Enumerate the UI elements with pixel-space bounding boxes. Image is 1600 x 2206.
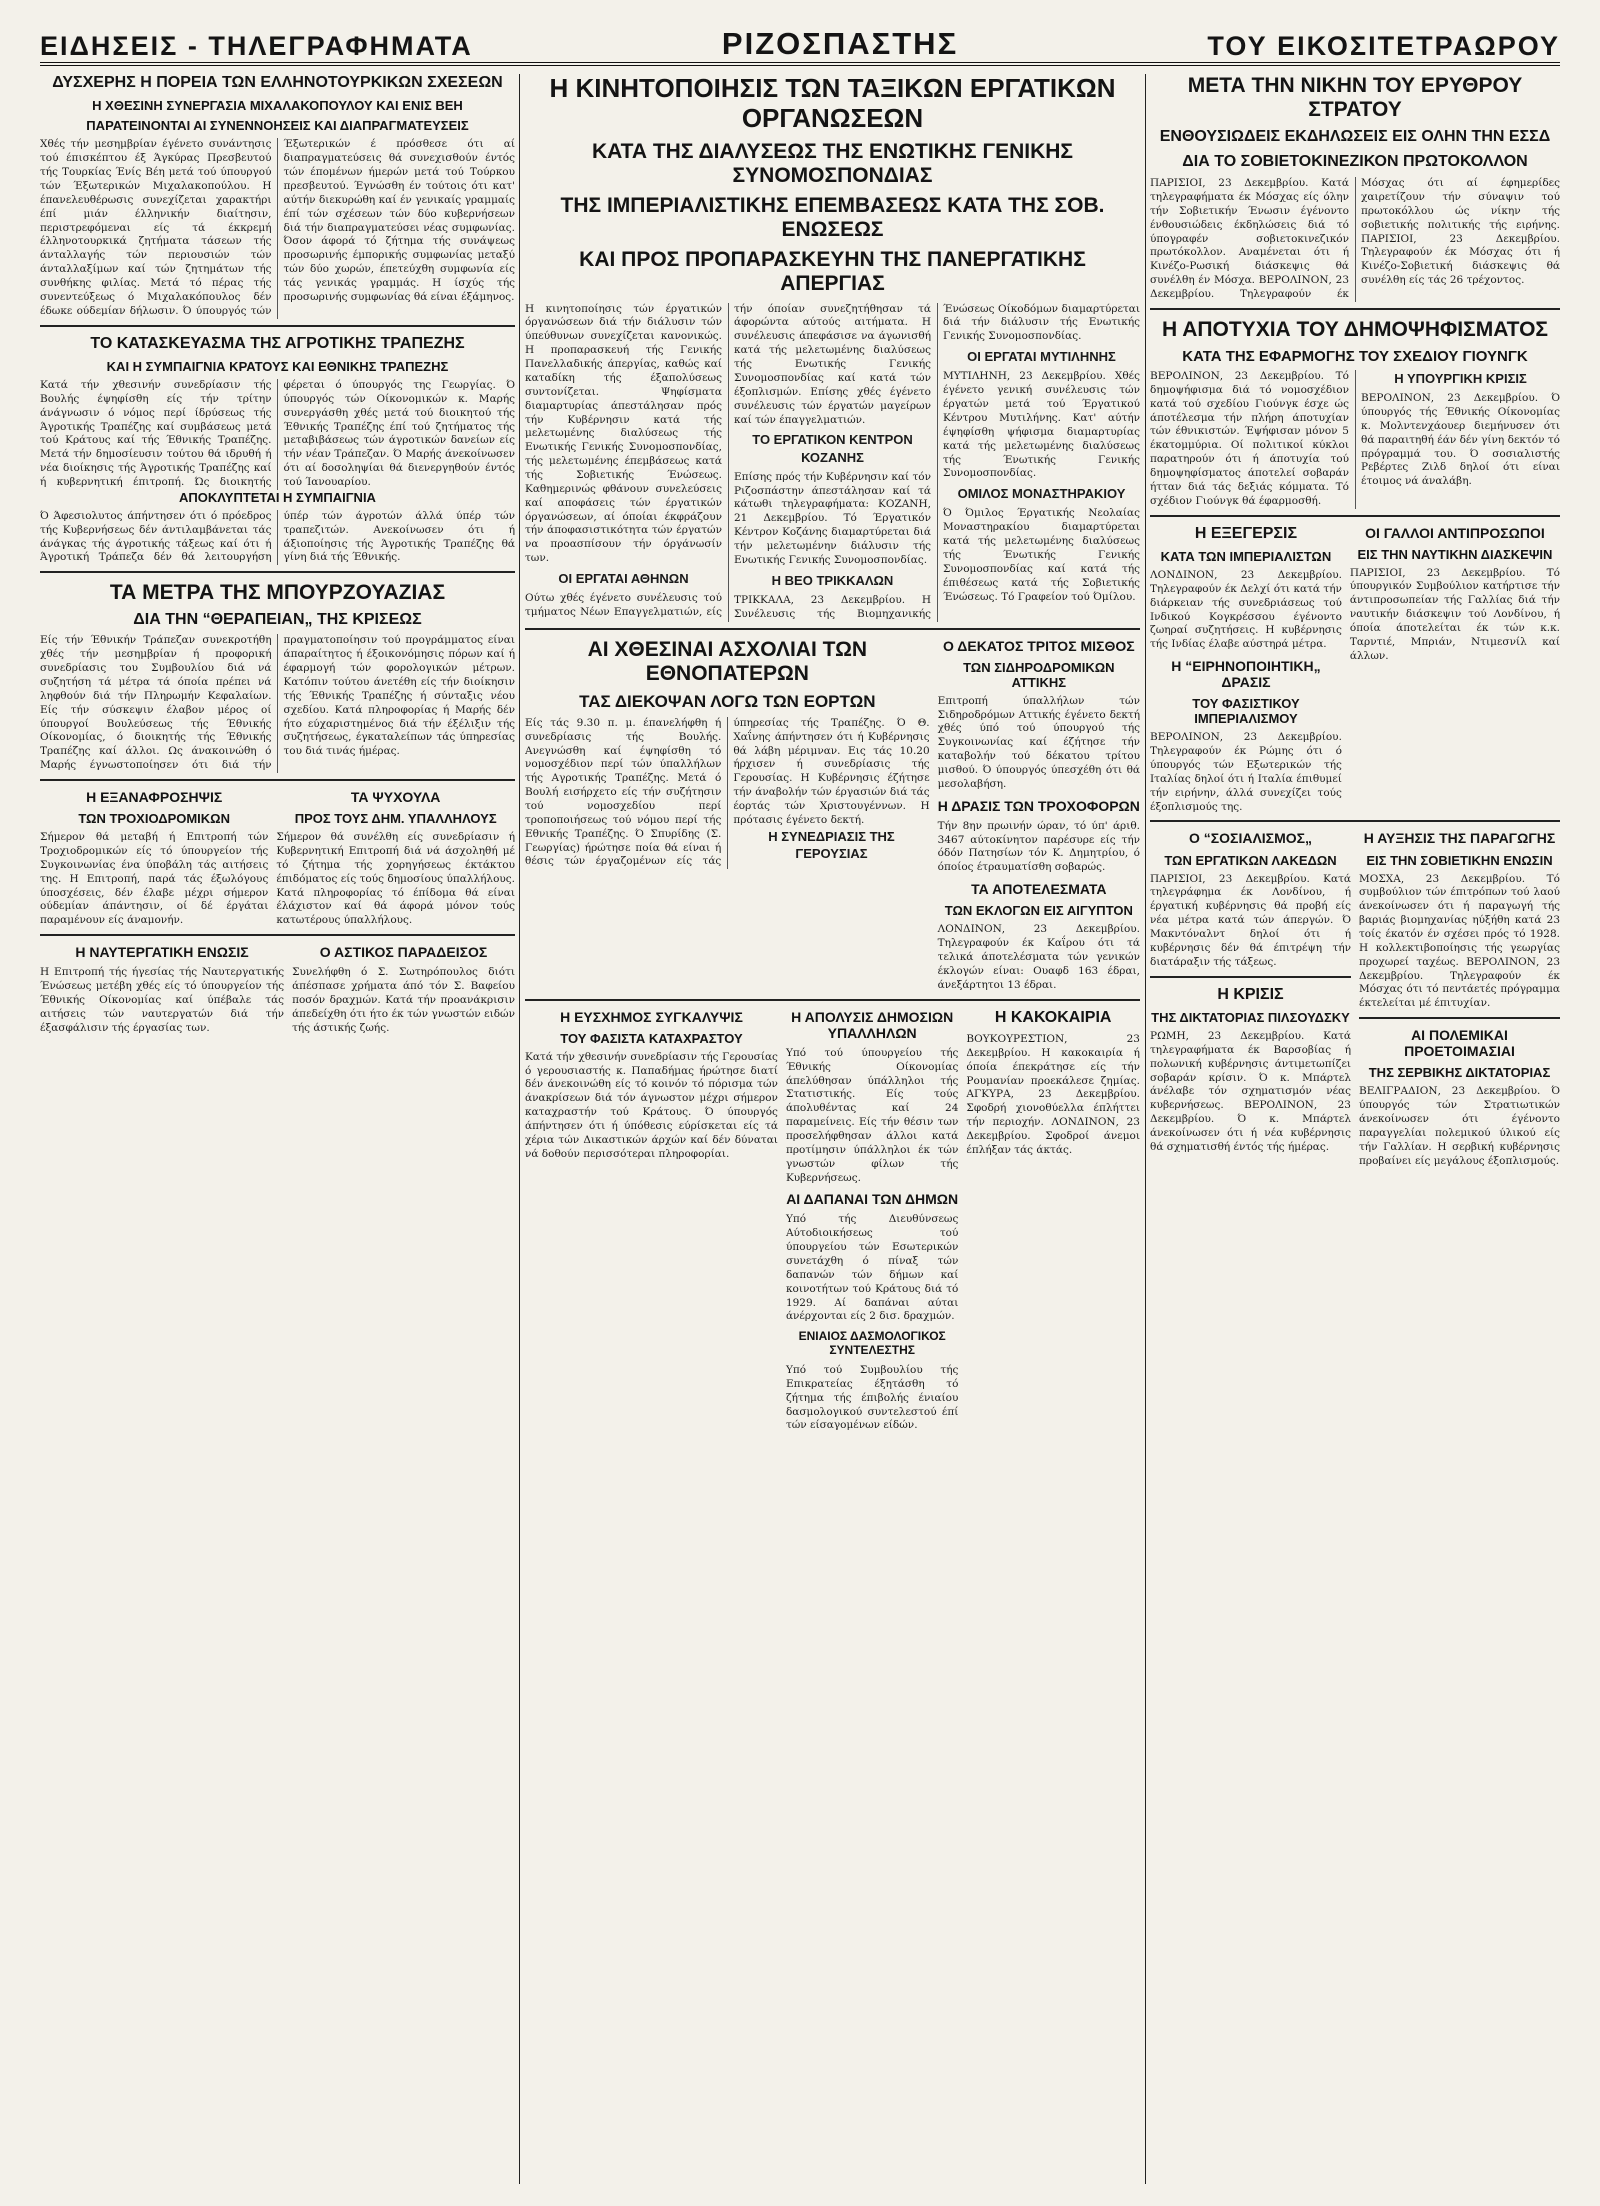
article-body: ΜΟΣΧΑ, 23 Δεκεμβρίου. Τό συμβούλιον τών έπιτρόπων τού λαού άνεκοίνωσεν ότι ή παραγωγή τής βαριάς βιομηχανίας ηύξήθη κατά 23 τοίς έκατόν έν σχέσει πρός τό 1928. Η κολλεκτιβοποίησις τής γεωργίας προχωρεί ταχέως. ΒΕΡΟΛΙΝΟΝ, 23 Δεκεμβρίου. Τηλεγραφούν έκ Μόσχας ότι τό πεντάετές πρόγραμμα έκτελείται μέ έπιτυχίαν. xyxy=(1359,872,1560,1010)
subheadline: ΔΙΑ ΤΗΝ “ΘΕΡΑΠΕΙΑΝ„ ΤΗΣ ΚΡΙΣΕΩΣ xyxy=(133,611,422,629)
lead-headline-line: ΚΑΤΑ ΤΗΣ ΔΙΑΛΥΣΕΩΣ ΤΗΣ ΕΝΩΤΙΚΗΣ ΓΕΝΙΚΗΣ ΣΥΝΟΜΟΣΠΟΝΔΙΑΣ xyxy=(591,139,1074,187)
article-tram-workers xyxy=(40,789,268,928)
article-stack xyxy=(1359,830,1560,1168)
article-body: Σήμερον θά συνέλθη είς συνεδρίασιν ή Κυβερνητική Επιτροπή διά νά άσχοληθή μέ τό ζήτημα τής χορηγήσεως έκτάκτου έπιδόματος είς τούς δημοσίους ύπαλλήλους. Κατά πληροφορίας τό έπίδομα θά είναι έλάχιστον καί θά άφορά μόνον τούς κατωτέρους ύπαλλήλους. xyxy=(276,831,515,927)
article-row xyxy=(1150,830,1560,1168)
newspaper-name: ΡΙΖΟΣΠΑΣΤΗΣ xyxy=(721,26,959,61)
headline: Η ΚΑΚΟΚΑΙΡΙΑ xyxy=(994,1008,1112,1026)
subheadline: Η ΧΘΕΣΙΝΗ ΣΥΝΕΡΓΑΣΙΑ ΜΙΧΑΛΑΚΟΠΟΥΛΟΥ ΚΑΙ ΕΝΙΣ ΒΕΗ xyxy=(92,98,463,114)
article-greek-turkish-relations xyxy=(40,74,515,327)
headline: ΤΑ ΜΕΤΡΑ ΤΗΣ ΜΠΟΥΡΖΟΥΑΖΙΑΣ xyxy=(109,581,446,605)
subheadline: ΤΟΥ ΦΑΣΙΣΤΙΚΟΥ ΙΜΠΕΡΙΑΛΙΣΜΟΥ xyxy=(1192,696,1300,727)
article-row xyxy=(525,1009,1140,1434)
section-subhead: ΟΙ ΕΡΓΑΤΑΙ ΑΘΗΝΩΝ xyxy=(558,570,689,586)
headline: Ο ΑΣΤΙΚΟΣ ΠΑΡΑΔΕΙΣΟΣ xyxy=(319,944,488,961)
article-body: ΒΕΡΟΛΙΝΟΝ, 23 Δεκεμβρίου. Ό ύπουργός τής Έθνικής Οίκονομίας κ. Μολντενχάουερ διεμήνυσεν ότι θά παραιτηθή έάν δέν γίνη δεκτόν τό πρόγραμμά του. Ό σοσιαλιστής Ρεβέρτες Ζιλδ δηλοί ότι είναι έτοιμος νά άναλάβη. xyxy=(1361,392,1560,488)
column-rule-2 xyxy=(1145,74,1146,2184)
article-body: ΛΟΝΔΙΝΟΝ, 23 Δεκεμβρίου. Τηλεγραφούν έκ Δελχί ότι κατά τήν διάρκειαν τής συνεδριάσεως τού Ινδικού Κογκρέσσου έγένοντο ζωηραί συζητήσεις. Η κυβέρνησις τής Ινδίας έλαβε αύστηρά μέτρα. xyxy=(1150,568,1342,651)
section-subhead: ΟΜΙΛΟΣ ΜΟΝΑΣΤΗΡΑΚΙΟΥ xyxy=(957,486,1126,502)
article-body: Ούτω χθές έγένετο συνέλευσις τού τμήματος Νέων Επαγγελματιών, είς τήν όποίαν συνεζητήθησαν τά άφορώντα αύτούς αιτήματα. Η συνέλευσις άπεφάσισε να άγωνισθή κατά τής μελετωμένης διαλύσεως τής Ενωτικής Γενικής Συνομοσπονδίας καί κατά τών έξοπλισμών. Επίσης χθές έγένετο συνέλευσις τών έργατών μαγείρων καί τών έπαγγελματιών. xyxy=(525,302,931,618)
article-body: Ό Όμιλος Έργατικής Νεολαίας Μοναστηρακίου διαμαρτύρεται κατά τής μελετωμένης διαλύσεως τής Ένωτικής Γενικής Συνομοσπονδίας καί κατά τής έπιθέσεως κατά τής Σοβιετικής Ένώσεως. Τό Γραφείον τού Όμίλου. xyxy=(943,507,1140,603)
article-parliament xyxy=(525,638,930,993)
lead-headline-line: ΚΑΙ ΠΡΟΣ ΠΡΟΠΑΡΑΣΚΕΥΗΝ ΤΗΣ ΠΑΝΕΡΓΑΤΙΚΗΣ ΑΠΕΡΓΙΑΣ xyxy=(579,248,1086,296)
article-red-army-victory xyxy=(1150,74,1560,310)
subheadline: ΕΝΘΟΥΣΙΩΔΕΙΣ ΕΚΔΗΛΩΣΕΙΣ ΕΙΣ ΟΛΗΝ ΤΗΝ ΕΣΣΔ xyxy=(1159,128,1551,146)
article-body: ΠΑΡΙΣΙΟΙ, 23 Δεκεμβρίου. Κατά τηλεγραφήματα έκ Μόσχας είς όλην τήν Σοβιετικήν Ένωσιν έγένοντο ένθουσιώδεις έκδηλώσεις διά τό ύπογραφέν σοβιετοκινεζικόν πρωτόκολλον. Αναμένεται ότι ή Κινέζο-Ρωσική διάσκεψις θά συνέλθη έν Μόσχα. ΒΕΡΟΛΙΝΟΝ, 23 Δεκεμβρίου. Τηλεγραφούν έκ Μόσχας ότι αί έφημερίδες χαιρετίζουν τήν σύναψιν τού πρωτοκόλλου ώς νίκην τής σοβιετικής πολιτικής τής ειρήνης. ΠΑΡΙΣΙΟΙ, 23 Δεκεμβρίου. Τηλεγραφούν έκ Μόσχας ότι ή Κινέζο-Σοβιετική διάσκεψις θά συνέλθη είς τάς 26 τρέχοντος. xyxy=(1150,177,1560,300)
left-column xyxy=(40,74,515,2184)
headline: ΕΝΙΑΙΟΣ ΔΑΣΜΟΛΟΓΙΚΟΣ ΣΥΝΤΕΛΕΣΤΗΣ xyxy=(798,1329,946,1358)
headline: Η ΚΡΙΣΙΣ xyxy=(1217,985,1284,1003)
article-agricultural-bank xyxy=(40,335,515,574)
article-bourgeois-paradise xyxy=(292,944,515,1035)
section-title-right: ΤΟΥ ΕΙΚΟΣΙΤΕΤΡΑΩΡΟΥ xyxy=(1207,31,1560,61)
article-seamen-union xyxy=(40,944,284,1035)
subheadline: ΚΑΤΑ ΤΗΣ ΕΦΑΡΜΟΓΗΣ ΤΟΥ ΣΧΕΔΙΟΥ ΓΙΟΥΝΓΚ xyxy=(1182,347,1528,365)
article-body: Η Επιτροπή τής ήγεσίας τής Ναυτεργατικής Ένώσεως μετέβη χθές είς τό ύπουργείον τής Έθνικής Οίκονομίας καί ύπέβαλε τάς αιτήσεις τών ναυτεργατών διά τήν έξασφάλισιν τής έργασίας των. xyxy=(40,966,285,1034)
article-row xyxy=(1150,525,1560,823)
section-subhead: ΟΙ ΕΡΓΑΤΑΙ ΜΥΤΙΛΗΝΗΣ xyxy=(967,349,1116,365)
article-body: Είς τάς 9.30 π. μ. έπανελήφθη ή συνεδρίασις τής Βουλής. Ανεγνώσθη καί έψηφίσθη τό νομοσχέδιον περί τών ύπαλλήλων τής Αγροτικής Τραπέζης. Μετά ό Βουλή εισήρχετο είς τήν συζήτησιν τού νομοσχεδίου περί τροποποιήσεως τού νόμου περί τής Εθνικής Τραπέζης. Ό Σπυρίδης (Σ. Γεωργίας) ήρώτησε ποία θά είναι ή θέσις τών έργαζομένων είς τάς ύπηρεσίας τής Τραπέζης. Ό Θ. Χαΐνης άπήντησεν ότι ή Κυβέρνησις θά λάβη μέριμναν. Εις τάς 10.20 ήρχισεν ή συνεδρίασις τής Γερουσίας. Η Κυβέρνησις έζήτησε τήν άναβολήν τών έργασιών διά τάς έορτάς τών Χριστουγέννων. Η πρότασις έγένετο δεκτή. xyxy=(525,716,930,868)
article-stack xyxy=(1150,830,1351,1168)
section-subhead: ΤΟ ΕΡΓΑΤΙΚΟΝ ΚΕΝΤΡΟΝ ΚΟΖΑΝΗΣ xyxy=(752,432,913,465)
section-subhead: Η ΒΕΟ ΤΡΙΚΚΑΛΩΝ xyxy=(771,572,894,588)
article-lead-mobilization xyxy=(525,74,1140,630)
headline: ΑΙ ΧΘΕΣΙΝΑΙ ΑΣΧΟΛΙΑΙ ΤΩΝ ΕΘΝΟΠΑΤΕΡΩΝ xyxy=(587,637,868,685)
article-body: ΠΑΡΙΣΙΟΙ, 23 Δεκεμβρίου. Κατά τηλεγράφημα έκ Λονδίνου, ή έργατική κυβέρνησις θά προβή είς νέα μέτρα κατά τών άπεργών. Ό Μακντόναλντ δηλοί ότι ή κυβέρνησις δέν θά έπιτρέψη τήν διατάραξιν τής τάξεως. xyxy=(1150,872,1351,968)
article-socialism xyxy=(1150,830,1351,977)
right-column xyxy=(1150,74,1560,2184)
headline: ΟΙ ΓΑΛΛΟΙ ΑΝΤΙΠΡΟΣΩΠΟΙ xyxy=(1365,524,1545,541)
headline: ΔΥΣΧΕΡΗΣ Η ΠΟΡΕΙΑ ΤΩΝ ΕΛΛΗΝΟΤΟΥΡΚΙΚΩΝ ΣΧΕΣΕΩΝ xyxy=(52,74,503,91)
article-crisis-pilsudski xyxy=(1150,986,1351,1155)
headline: ΤΑ ΨΥΧΟΥΛΑ xyxy=(350,789,441,805)
subheadline: ΤΩΝ ΕΚΛΟΓΩΝ ΕΙΣ ΑΙΓΥΠΤΟΝ xyxy=(944,903,1133,919)
headline: Η ΔΡΑΣΙΣ ΤΩΝ ΤΡΟΧΟΦΟΡΩΝ xyxy=(937,797,1140,814)
article-railway-salary xyxy=(938,638,1140,993)
headline: Η ΝΑΥΤΕΡΓΑΤΙΚΗ ΕΝΩΣΙΣ xyxy=(75,944,249,961)
article-pair xyxy=(40,789,515,936)
article-body: Τήν 8ην πρωινήν ώραν, τό ύπ' άριθ. 3467 αύτοκίνητον παρέσυρε είς τήν όδόν Πατησίων τόν Κ. Δημητρίου, ό όποίος έτραυματίσθη σοβαρώς. xyxy=(937,819,1140,874)
article-body: Χθές τήν μεσημβρίαν έγένετο συνάντησις τού έπισκέπτου έξ Άγκύρας Πρεσβευτού τής Τουρκίας Ένίς Βέη μετά τού ύπουργού τών Έξωτερικών Μιχαλακοπούλου. Η έπανελευθέρωσις συνεχίζεται χαρακτήρι έπί μιάν έλληνικήν διαίτησιν, περιστρεφόμεναι είς τά έκκρεμή έλληνοτουρκικά ζητήματα τάσεων τής άνταλλαγής τών περιουσιών τών άνταλλαξίμων καί τών ζητημάτων τής συνθήκης φιλίας. Μετά τό πέρας τής συνεντεύξεως ό Μιχαλακόπουλος δέν έδωκε ούδεμίαν δήλωσιν. Ό ύπουργός τών Έξωτερικών έ πρόσθεσε ότι αί διαπραγματεύσεις θά συνεχισθούν έντός τών έπομένων ήμερών μετά τού Τούρκου πρεσβευτού. Έγνώσθη έν τούτοις ότι κατ' αύτήν διεκυρώθη καί έν γενικαίς γραμμαίς έπί τών σχέσεων τών δύο κυβερνήσεων διά τήν διαπραγματεύσει νέας συμφωνίας. Όσον άφορά τό ζήτημα τής συνάψεως προσωρινής έμπορικής συμφωνίας μεταξύ τών δύο χωρών, έπετεύχθη συμφωνία είς τάς γενικάς γραμμάς. Η ίσχύς τής προσωρινής συμφωνίας θά είναι έξάμηνος. xyxy=(40,138,515,317)
lead-headline-line: ΤΗΣ ΙΜΠΕΡΙΑΛΙΣΤΙΚΗΣ ΕΠΕΜΒΑΣΕΩΣ ΚΑΤΑ ΤΗΣ ΣΟΒ. ΕΝΩΣΕΩΣ xyxy=(560,194,1105,242)
article-crumbs xyxy=(276,789,515,928)
headline: Η “ΕΙΡΗΝΟΠΟΙΗΤΙΚΗ„ ΔΡΑΣΙΣ xyxy=(1171,658,1321,691)
article-bad-weather xyxy=(966,1009,1140,1434)
subheadline: ΚΑΙ Η ΣΥΜΠΑΙΓΝΙΑ ΚΡΑΤΟΥΣ ΚΑΙ ΕΘΝΙΚΗΣ ΤΡΑΠΕΖΗΣ xyxy=(106,358,449,374)
article-war-preparations xyxy=(1359,1027,1560,1168)
article-body-wrap xyxy=(525,717,930,869)
headline: Η ΕΥΣΧΗΜΟΣ ΣΥΓΚΑΛΥΨΙΣ xyxy=(560,1008,743,1025)
subheadline: ΤΑΣ ΔΙΕΚΟΨΑΝ ΛΟΓΩ ΤΩΝ ΕΟΡΤΩΝ xyxy=(579,691,876,711)
headline: Η ΕΞΑΝΑΦΡΟΣΗΨΙΣ xyxy=(86,789,223,805)
article-body: Επίσης πρός τήν Κυβέρνησιν καί τόν Ριζοσπάστην άπεστάλησαν καί τά κάτωθι τηλεγραφήματα: ΚΟΖΑΝΗ, 21 Δεκεμβρίου. Τό Έργατικόν Κέντρον Κοζάνης διαμαρτύρεται διά τήν μελετωμένην διάλυσιν τής Ενωτικής Γενικής Συνομοσπονδίας. xyxy=(734,470,932,566)
subheadline: ΕΙΣ ΤΗΝ ΝΑΥΤΙΚΗΝ ΔΙΑΣΚΕΨΙΝ xyxy=(1357,546,1553,562)
masthead xyxy=(40,10,1560,66)
article-body: Είς τήν Έθνικήν Τράπεζαν συνεκροτήθη χθές τήν μεσημβρίαν ή προφορική συνεδρίασις του Συμβουλίου διά νά συζητήση τά μέτρα τά όποία πρέπει νά ληφθούν διά τήν Πληρωμήν Κεφαλαίων. Είς τήν σύσκεψιν έλαβον μέρος οί ύπουργοί Βουλεύσεως τής Έθνικής Οίκονομίας, ό διοικητής τής Έθνικής Τραπέζης καί άλλοι. Ως άνακοινώθη ό Μαρής έγνωστοποίησεν ότι διά τήν πραγματοποίησιν τού προγράμματος είναι άπαραίτητος ή έξοικονόμησις πόρων καί ή έφαρμογή τών φορολογικών μέτρων. Κατόπιν τούτου άνετέθη είς τήν διοίκησιν τής Έθνικής Τραπέζης ή σύνταξις νέου σχεδίου. Κατά πληροφορίας ή Μαρής δέν ήτο εύχαριστημένος διά τήν έξέλιξιν τής συζητήσεως, έγκαταλείπων τάς ύπηρεσίας του διά τινάς ήμέρας. xyxy=(40,634,515,772)
subheadline: ΠΑΡΑΤΕΙΝΟΝΤΑΙ ΑΙ ΣΥΝΕΝΝΟΗΣΕΙΣ ΚΑΙ ΔΙΑΠΡΑΓΜΑΤΕΥΣΕΙΣ xyxy=(86,118,469,134)
headline: Η ΑΠΟΤΥΧΙΑ ΤΟΥ ΔΗΜΟΨΗΦΙΣΜΑΤΟΣ xyxy=(1161,317,1549,341)
subheadline: ΤΩΝ ΤΡΟΧΙΟΔΡΟΜΙΚΩΝ xyxy=(78,811,230,827)
article-body: Σήμερον θά μεταβή ή Επιτροπή τών Τροχιοδρομικών είς τό ύπουργείον τής Συγκοινωνίας ένα ύποβάλη τάς αιτήσεις της. Η Επιτροπή, παρά τάς έξωλόγους ύποσχέσεις, δέν έλαβε μέχρι σήμερον ούδεμίαν άπάντησιν, οί δέ έργάται παραμένουν είς άναμονήν. xyxy=(40,831,269,927)
article-body: Ό Άφεσιολυτος άπήντησεν ότι ό πρόεδρος τής Κυβερνήσεως δέν άντιλαμβάνεται τάς άνάγκας τής άγροτικής τάξεως καί ότι ή Άγροτική Τράπεζα δέν θά λειτουργήση ύπέρ τών άγροτών άλλά ύπέρ τών τραπεζιτών. Ανεκοίνωσεν ότι ή άξιοποίησις τής Άγροτικής Τραπέζης θά γίνη διά τής Έθνικής. xyxy=(40,509,515,564)
article-body: ΒΕΛΙΓΡΑΔΙΟΝ, 23 Δεκεμβρίου. Ό ύπουργός τών Στρατιωτικών άνεκοίνωσεν ότι έγένοντο παραγγελίαι πολεμικού ύλικού είς τήν Γαλλίαν. Η σερβική κυβέρνησις προβαίνει είς μεγάλους έξοπλισμούς. xyxy=(1359,1085,1560,1167)
article-body: Επιτροπή ύπαλλήλων τών Σιδηροδρόμων Αττικής έγένετο δεκτή χθές ύπό τού ύπουργού τής Συγκοινωνίας καί έζήτησε τήν καταβολήν τού δέκατου τρίτου μισθού. Ό ύπουργός ύπεσχέθη ότι θά μεσολαβήση. xyxy=(937,694,1140,790)
article-row xyxy=(525,638,1140,1001)
subheadline: ΤΗΣ ΣΕΡΒΙΚΗΣ ΔΙΚΤΑΤΟΡΙΑΣ xyxy=(1368,1065,1551,1081)
headline: ΑΙ ΔΑΠΑΝΑΙ ΤΩΝ ΔΗΜΩΝ xyxy=(786,1191,959,1208)
section-subhead: ΑΠΟΚΛΥΠΤΕΤΑΙ Η ΣΥΜΠΑΙΓΝΙΑ xyxy=(179,489,376,505)
section-subhead: Η ΣΥΝΕΔΡΙΑΣΙΣ ΤΗΣ ΓΕΡΟΥΣΙΑΣ xyxy=(768,828,895,861)
headline: ΜΕΤΑ ΤΗΝ ΝΙΚΗΝ ΤΟΥ ΕΡΥΘΡΟΥ ΣΤΡΑΤΟΥ xyxy=(1187,74,1523,122)
subheadline: ΤΩΝ ΣΙΔΗΡΟΔΡΟΜΙΚΩΝ ΑΤΤΙΚΗΣ xyxy=(963,659,1115,690)
headline: Η ΑΠΟΛΥΣΙΣ ΔΗΜΟΣΙΩΝ ΥΠΑΛΛΗΛΩΝ xyxy=(791,1008,954,1041)
article-pair xyxy=(40,944,515,1035)
article-fascist-embezzler xyxy=(525,1009,778,1434)
article-body: ΛΟΝΔΙΝΟΝ, 23 Δεκεμβρίου. Τηλεγραφούν έκ Καΐρου ότι τά τελικά άποτελέσματα τών γενικών έκλογών είναι: Ουαφδ 163 έδραι, άνεξάρτητοι 13 έδραι. xyxy=(937,923,1140,991)
subheadline: ΔΙΑ ΤΟ ΣΟΒΙΕΤΟΚΙΝΕΖΙΚΟΝ ΠΡΩΤΟΚΟΛΛΟΝ xyxy=(1182,152,1528,170)
lead-headline: Η ΚΙΝΗΤΟΠΟΙΗΣΙΣ ΤΩΝ ΤΑΞΙΚΩΝ ΕΡΓΑΤΙΚΩΝ ΟΡΓΑΝΩΣΕΩΝ xyxy=(549,74,1116,133)
subheadline: ΤΩΝ ΕΡΓΑΤΙΚΩΝ ΛΑΚΕΔΩΝ xyxy=(1164,852,1337,868)
article-referendum-failure xyxy=(1150,318,1560,517)
article-body: Υπό τού Συμβουλίου τής Επικρατείας έξητάσθη τό ζήτημα τής έπιβολής ένιαίου δασμολογικού συντελεστού έπί τών είσαγομένων είδών. xyxy=(785,1363,959,1432)
headline: ΤΟ ΚΑΤΑΣΚΕΥΑΣΜΑ ΤΗΣ ΑΓΡΟΤΙΚΗΣ ΤΡΑΠΕΖΗΣ xyxy=(90,334,465,352)
headline: Η ΑΥΞΗΣΙΣ ΤΗΣ ΠΑΡΑΓΩΓΗΣ xyxy=(1363,830,1556,847)
subheadline: ΠΡΟΣ ΤΟΥΣ ΔΗΜ. ΥΠΑΛΛΗΛΟΥΣ xyxy=(294,811,497,827)
article-french-delegates xyxy=(1350,525,1560,815)
article-body: Υπό τού ύπουργείου τής Έθνικής Οίκονομίας άπελύθησαν ύπάλληλοι τής Στατιστικής. Είς τούς άπολυθέντας καί 24 παραμείνεις. Είς τήν θέσιν των προσελήφθησαν άλλοι κατά προτίμησιν ύπάλληλοι έκ τών γνωστών φίλων τής Κυβερνήσεως. xyxy=(785,1046,959,1184)
article-body: Κατά τήν χθεσινήν συνεδρίασιν τής Βουλής έψηφίσθη είς τήν τρίτην άνάγνωσιν ό νόμος περί ίδρύσεως τής Άγροτικής Τραπέζης καί συμβάσεως μετά τού Κράτους καί τής Έθνικής Τραπέζης. Μετά τήν δημοσίευσιν τούτου θά ιδρυθή ή νέα διοίκησις τής Άγροτικής Τραπέζης καί ή κυβερνητική έπιτροπή. Ώς διοικητής φέρεται ό ύπουργός της Γεωργίας. Ό ύπουργός τών Οίκονομικών κ. Μαρής συνεργάσθη χθές μετά τού διοικητού τής Έθνικής Τραπέζης έπί τού ζητήματος τής μεταβιβάσεως τών άγροτικών δανείων είς τήν νέαν Τράπεζαν. Ό Μαρής άνεκοίνωσεν ότι αί δοσοληψίαι θά διενεργηθούν έντός τού Ίανουαρίου. xyxy=(40,378,515,488)
article-body: ΤΡΙΚΚΑΛΑ, 23 Δεκεμβρίου. Η Συνέλευσις τής Βιομηχανικής Ένώσεως Οίκοδόμων διαμαρτύρεται διά τήν διάλυσιν τής Ενωτικής Γενικής Συνομοσπονδίας. xyxy=(734,302,1140,620)
article-body: Η κινητοποίησις τών έργατικών όργανώσεων διά τήν διάλυσιν τών ύπεύθυνων συνεχίζεται κανονικώς. Η προπαρασκευή τής Γενικής Πανελλαδικής άπεργίας, καθώς καί καταδίκη τής έξαπολύσεως συντονίζεται. Ψηφίσματα διαμαρτυρίας άπεστάλησαν πρός τήν Κυβέρνησιν κατά τής μελετωμένης διαλύσεως τής Ενωτικής Γενικής Συνομοσπονδίας, τής μελετωμένης έπεμβάσεως κατά τής Σοβιετικής Ένώσεως. Καθημερινώς φθάνουν συνελεύσεις καί αποφάσεις τών έργατικών όργανώσεων, αί όποίαι έκφράζουν τήν άποφασιστικότητα τών έργατών να προασπίσουν τήν όργάνωσίν των. xyxy=(525,302,722,565)
article-bourgeois-measures xyxy=(40,581,515,781)
column-rule-1 xyxy=(519,74,520,2184)
article-body: Συνελήφθη ό Σ. Σωτηρόπουλος διότι άπέσπασε χρήματα άπό τόν Σ. Βαφείου ποσόν δραχμών. Κατά τήν προανάκρισιν άπεδείχθη ότι ήτο έκ τών γνωστών ειδών τής άστικής ζωής. xyxy=(292,966,515,1034)
headline: Ο “ΣΟΣΙΑΛΙΣΜΟΣ„ xyxy=(1188,830,1313,847)
section-subhead: Η ΥΠΟΥΡΓΙΚΗ ΚΡΙΣΙΣ xyxy=(1394,370,1527,386)
headline: Η ΕΞΕΓΕΡΣΙΣ xyxy=(1194,524,1298,542)
article-uprising xyxy=(1150,525,1342,815)
subheadline: ΕΙΣ ΤΗΝ ΣΟΒΙΕΤΙΚΗΝ ΕΝΩΣΙΝ xyxy=(1366,852,1553,868)
headline: Ο ΔΕΚΑΤΟΣ ΤΡΙΤΟΣ ΜΙΣΘΟΣ xyxy=(943,637,1135,654)
article-body: Υπό τής Διευθύνσεως Αύτοδιοικήσεως τού ύπουργείου τών Εσωτερικών συνετάχθη ό πίναξ τών δαπανών τών δήμων καί κοινοτήτων τού Κράτους διά τό 1929. Αί δαπάναι αύται άνέρχονται είς 2 δισ. δραχμών. xyxy=(785,1213,959,1323)
subheadline: ΤΟΥ ΦΑΣΙΣΤΑ ΚΑΤΑΧΡΑΣΤΟΥ xyxy=(560,1030,743,1046)
subheadline: ΤΗΣ ΔΙΚΤΑΤΟΡΙΑΣ ΠΙΛΣΟΥΔΣΚΥ xyxy=(1151,1009,1350,1025)
article-body: ΒΕΡΟΛΙΝΟΝ, 23 Δεκεμβρίου. Τό δημοψήφισμα διά τό νομοσχέδιον κατά τού σχεδίου Γιούνγκ έσχε ώς άποτέλεσμα τήν πλήρη άποτυχίαν τών έθνικιστών. Έψήφισαν μόνον 5 έκατομμύρια. Οί πολιτικοί κύκλοι παρατηρούν ότι ή άποτυχία τού δημοψηφίσματος άποτελεί σοβαράν ήτταν διά τάς δεξιάς κόμματα. Τό σχέδιον Γιούνγκ θά έφαρμοσθή. xyxy=(1150,369,1349,507)
headline: ΤΑ ΑΠΟΤΕΛΕΣΜΑΤΑ xyxy=(971,881,1107,898)
article-body: Κατά τήν χθεσινήν συνεδρίασιν τής Γερουσίας ό γερουσιαστής κ. Παπαδήμας ήρώτησε διατί δέν άνεκοινώθη είς τό κοινόν τό πόρισμα τών άνακρίσεων διά τόν άγνωστον μέχρι σήμερον καταχραστήν τού Κράτους. Ό ύπουργός άπήντησεν ότι ή ύπόθεσις εύρίσκεται είς τά χέρια τών Δικαστικών άρχών καί δέν δύναται νά δοθούν περισσότεραι πληροφορίαι. xyxy=(525,1050,778,1160)
lead-body xyxy=(525,303,1140,622)
headline: ΑΙ ΠΟΛΕΜΙΚΑΙ ΠΡΟΕΤΟΙΜΑΣΙΑΙ xyxy=(1404,1027,1515,1060)
section-title-left: ΕΙΔΗΣΕΙΣ - ΤΗΛΕΓΡΑΦΗΜΑΤΑ xyxy=(40,31,473,61)
article-body: ΒΕΡΟΛΙΝΟΝ, 23 Δεκεμβρίου. Τηλεγραφούν έκ Ρώμης ότι ό ύπουργός τών Εξωτερικών τής Ιταλίας δηλοί ότι ή Ιταλία έπιθυμεί τήν ειρήνην, άλλά συνεχίζει τούς έξοπλισμούς της. xyxy=(1150,731,1342,813)
article-body-wrap xyxy=(1150,370,1560,509)
article-body: ΜΥΤΙΛΗΝΗ, 23 Δεκεμβρίου. Χθές έγένετο γενική συνέλευσις τών έργατών μετά τού Έργατικού Κέντρου Μυτιλήνης. Κατ' αύτήν έψηφίσθη ψήφισμα διαμαρτυρίας κατά τής μελετωμένης διαλύσεως τής Ένωτικής Γενικής Συνομοσπονδίας. xyxy=(943,370,1140,480)
center-column xyxy=(525,74,1140,2184)
article-body: ΒΟΥΚΟΥΡΕΣΤΙΟΝ, 23 Δεκεμβρίου. Η κακοκαιρία ή όποία έπεκράτησε είς τήν Ρουμανίαν προεκάλεσε ζημίας. ΑΓΚΥΡΑ, 23 Δεκεμβρίου. Σφοδρή χιονοθύελλα έπλήττει τήν περιοχήν. ΛΟΝΔΙΝΟΝ, 23 Δεκεμβρίου. Σφοδροί άνεμοι έπλήξαν τάς άκτάς. xyxy=(966,1032,1140,1156)
article-production-increase xyxy=(1359,830,1560,1019)
article-civil-servant-dismissals xyxy=(786,1009,958,1434)
article-body: ΠΑΡΙΣΙΟΙ, 23 Δεκεμβρίου. Τό ύπουργικόν Συμβούλιον κατήρτισε τήν άντιπροσωπείαν τής Γαλλίας διά τήν ναυτικήν διάσκεψιν τού Λονδίνου, ή όποία άποτελείται έκ τών κ.κ. Ταρντιέ, Μπριάν, Ντιμεσνίλ καί άλλων. xyxy=(1349,566,1560,662)
subheadline: ΚΑΤΑ ΤΩΝ ΙΜΠΕΡΙΑΛΙΣΤΩΝ xyxy=(1160,548,1332,564)
article-body: ΡΩΜΗ, 23 Δεκεμβρίου. Κατά τηλεγραφήματα έκ Βαρσοβίας ή πολωνική κυβέρνησις άντιμετωπίζει σοβαράν κρίσιν. Ό κ. Μπάρτελ άνέλαβε τόν σχηματισμόν νέας κυβερνήσεως. ΒΕΡΟΛΙΝΟΝ, 23 Δεκεμβρίου. Ό κ. Μπάρτελ άνεκοίνωσεν ότι ή νέα κυβέρνησις θά σχηματισθή έντός τής ήμέρας. xyxy=(1150,1029,1351,1153)
